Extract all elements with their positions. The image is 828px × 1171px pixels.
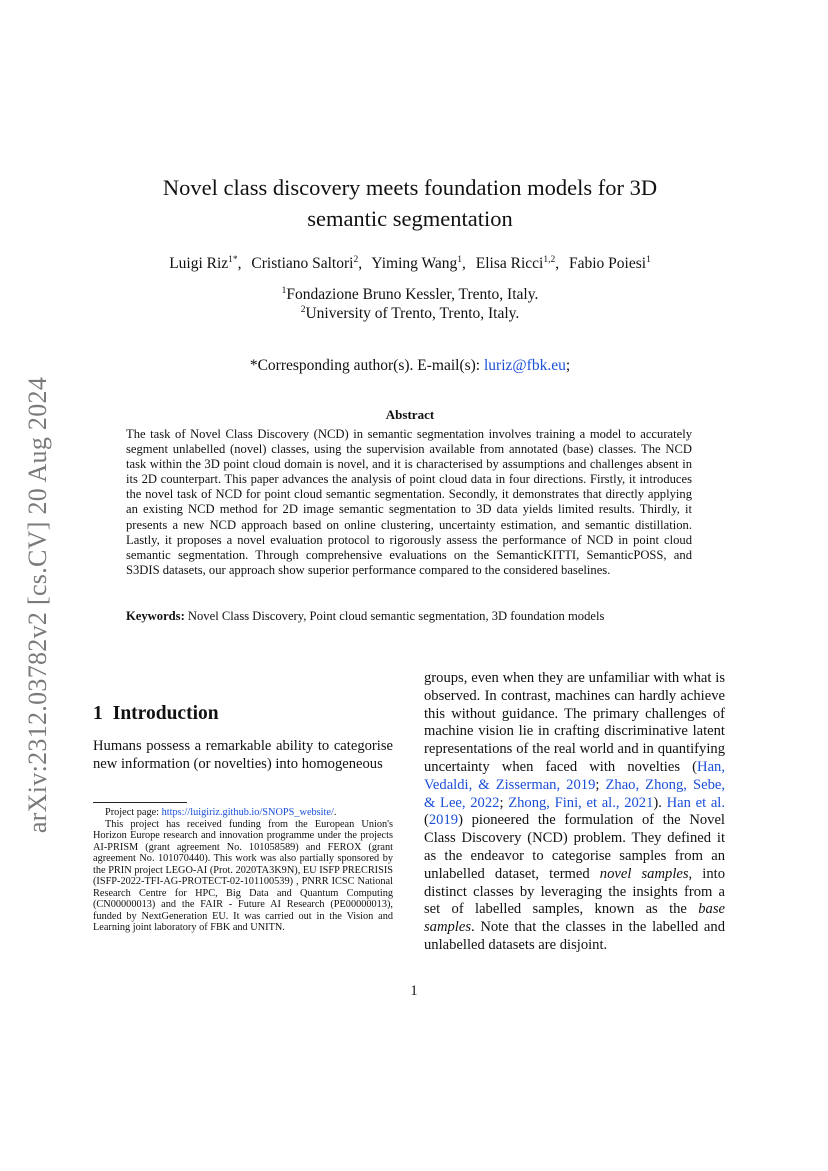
author: Cristiano Saltori$^2$, [251, 255, 363, 272]
author: Luigi Riz$^{1*}$, [169, 255, 242, 272]
section-heading [93, 703, 219, 725]
author: Elisa Ricci$^{1,2}$, [475, 255, 560, 272]
keywords-label: Keywords: [126, 609, 185, 623]
intro-text: ; [595, 776, 606, 793]
arxiv-stamp-text: arXiv:2312.03782v2 [cs.CV] 20 Aug 2024 [23, 376, 52, 834]
author-affil-marker: 1 [646, 255, 651, 265]
author-name: Luigi Riz [169, 255, 229, 272]
intro-text: groups, even when they are unfamiliar with what is observed. In contrast, machines can hardly achieve this without guidance. The primary challenges of machine vision lie in crafting discriminative latent representations of the real world and in quantifying uncertainty when faced with novelties ( [424, 670, 725, 775]
intro-text: . Note that the classes in the labelled and unlabelled datasets are disjoint. [424, 919, 725, 953]
footnote-punct: . [333, 807, 337, 818]
affiliation [100, 286, 720, 304]
section-number: 1 [93, 703, 103, 724]
author-list [100, 255, 720, 273]
author-affil-marker: 1 [457, 255, 463, 265]
affiliation-marker: 1 [281, 286, 287, 296]
affiliation-text: Fondazione Bruno Kessler, Trento, Italy. [286, 286, 539, 303]
author: Yiming Wang$^1$, [371, 255, 466, 272]
intro-emphasis: novel samples [599, 865, 689, 882]
footnote-project-page [93, 807, 393, 819]
intro-text: , into distinct classes by leveraging the insights from a set of labelled samples, known as the [424, 865, 726, 918]
corresponding-label: *Corresponding author(s). E-mail(s): [249, 357, 484, 374]
author-name: Elisa Ricci [475, 255, 544, 272]
intro-emphasis: base samples [424, 901, 725, 936]
abstract-text: The task of Novel Class Discovery (NCD) in semantic segmentation involves training a model to accurately segment unlabelled (novel) classes, using the supervision available from annotated (base) classes. The NCD task within the 3D point cloud domain is novel, and it is characterised by assumptions and challenges absent in its 2D counterpart. This paper advances the analysis of point cloud data in four directions. Firstly, it introduces the novel task of NCD for point cloud semantic segmentation. Secondly, it demonstrates that directly applying an existing NCD method for 2D image semantic segmentation to 3D data yields limited results. Thirdly, it presents a new NCD approach based on online clustering, uncertainty estimation, and semantic distillation. Lastly, it proposes a novel evaluation protocol to rigorously assess the performance of NCD in point cloud semantic segmentation. Through comprehensive evaluations on the SemanticKITTI, SemanticPOSS, and S3DIS datasets, our approach show superior performance compared to the considered baselines. [126, 427, 692, 577]
title-line-2: semantic segmentation [307, 206, 513, 231]
intro-paragraph-right [424, 670, 725, 955]
section-title: Introduction [112, 703, 219, 724]
intro-text: ) pioneered the formulation of the Novel Class Discovery (NCD) problem. They defined it as the endeavor to categorise samples from an unlabelled dataset, termed [424, 812, 725, 882]
corresponding-suffix: ; [565, 357, 571, 374]
keywords [126, 609, 692, 624]
affiliation-text: University of Trento, Trento, Italy. [305, 305, 520, 322]
project-page-link[interactable]: https://luigiriz.github.io/SNOPS_website/ [161, 807, 334, 818]
page-number: 1 [410, 983, 418, 999]
intro-paragraph-left: Humans possess a remarkable ability to categorise new information (or novelties) into homogeneous [93, 738, 393, 772]
citation-link[interactable]: Zhong, Fini, et al., 2021 [508, 794, 654, 811]
author-name: Cristiano Saltori [251, 255, 354, 272]
paper-title [100, 172, 720, 234]
intro-text: ). [653, 794, 667, 811]
citation-link[interactable]: 2019 [428, 812, 459, 829]
keywords-text: Novel Class Discovery, Point cloud semantic segmentation, 3D foundation models [184, 609, 605, 623]
citation-link[interactable]: Han et al. [666, 794, 726, 811]
email-link[interactable]: luriz@fbk.eu [484, 357, 566, 374]
author-name: Yiming Wang [371, 255, 458, 272]
author-name: Fabio Poiesi [568, 255, 647, 272]
title-line-1: Novel class discovery meets foundation models for 3D [162, 175, 658, 200]
citation-link[interactable]: Zhao, Zhong, Sebe, & Lee, 2022 [424, 776, 725, 811]
footnote-funding: This project has received funding from the European Union's Horizon Europe research and innovation programme under the projects AI-PRISM (grant agreement No. 101058589) and FEROX (grant agreement No. 101070440). This work was also partially sponsored by the PRIN project LEGO-AI (Prot. 2020TA3K9N), EU ISFP PRECRISIS (ISFP-2022-TFI-AG-PROTECT-02-101100539) , PNRR ICSC National Research Centre for HPC, Big Data and Quantum Computing (CN00000013) and the FAIR - Future AI Research (PE00000013), funded by NextGeneration EU. It was carried out in the Vision and Learning joint laboratory of FBK and UNITN. [93, 818, 393, 934]
author-affil-marker: 2 [353, 255, 359, 265]
author [569, 255, 651, 272]
footnote-project-label: Project page: [105, 807, 162, 818]
affiliation-marker: 2 [300, 305, 306, 315]
corresponding-author [100, 357, 720, 375]
affiliation [100, 305, 720, 323]
citation-link[interactable]: Han, Vedaldi, & Zisserman, 2019 [424, 758, 725, 793]
footnote [93, 807, 393, 934]
intro-text: ; [499, 794, 509, 811]
author-affil-marker: 1,2 [543, 255, 556, 265]
intro-text: ( [424, 812, 429, 829]
abstract-heading: Abstract [385, 407, 435, 422]
footnote-rule [93, 802, 187, 803]
author-affil-marker: 1* [228, 255, 238, 265]
